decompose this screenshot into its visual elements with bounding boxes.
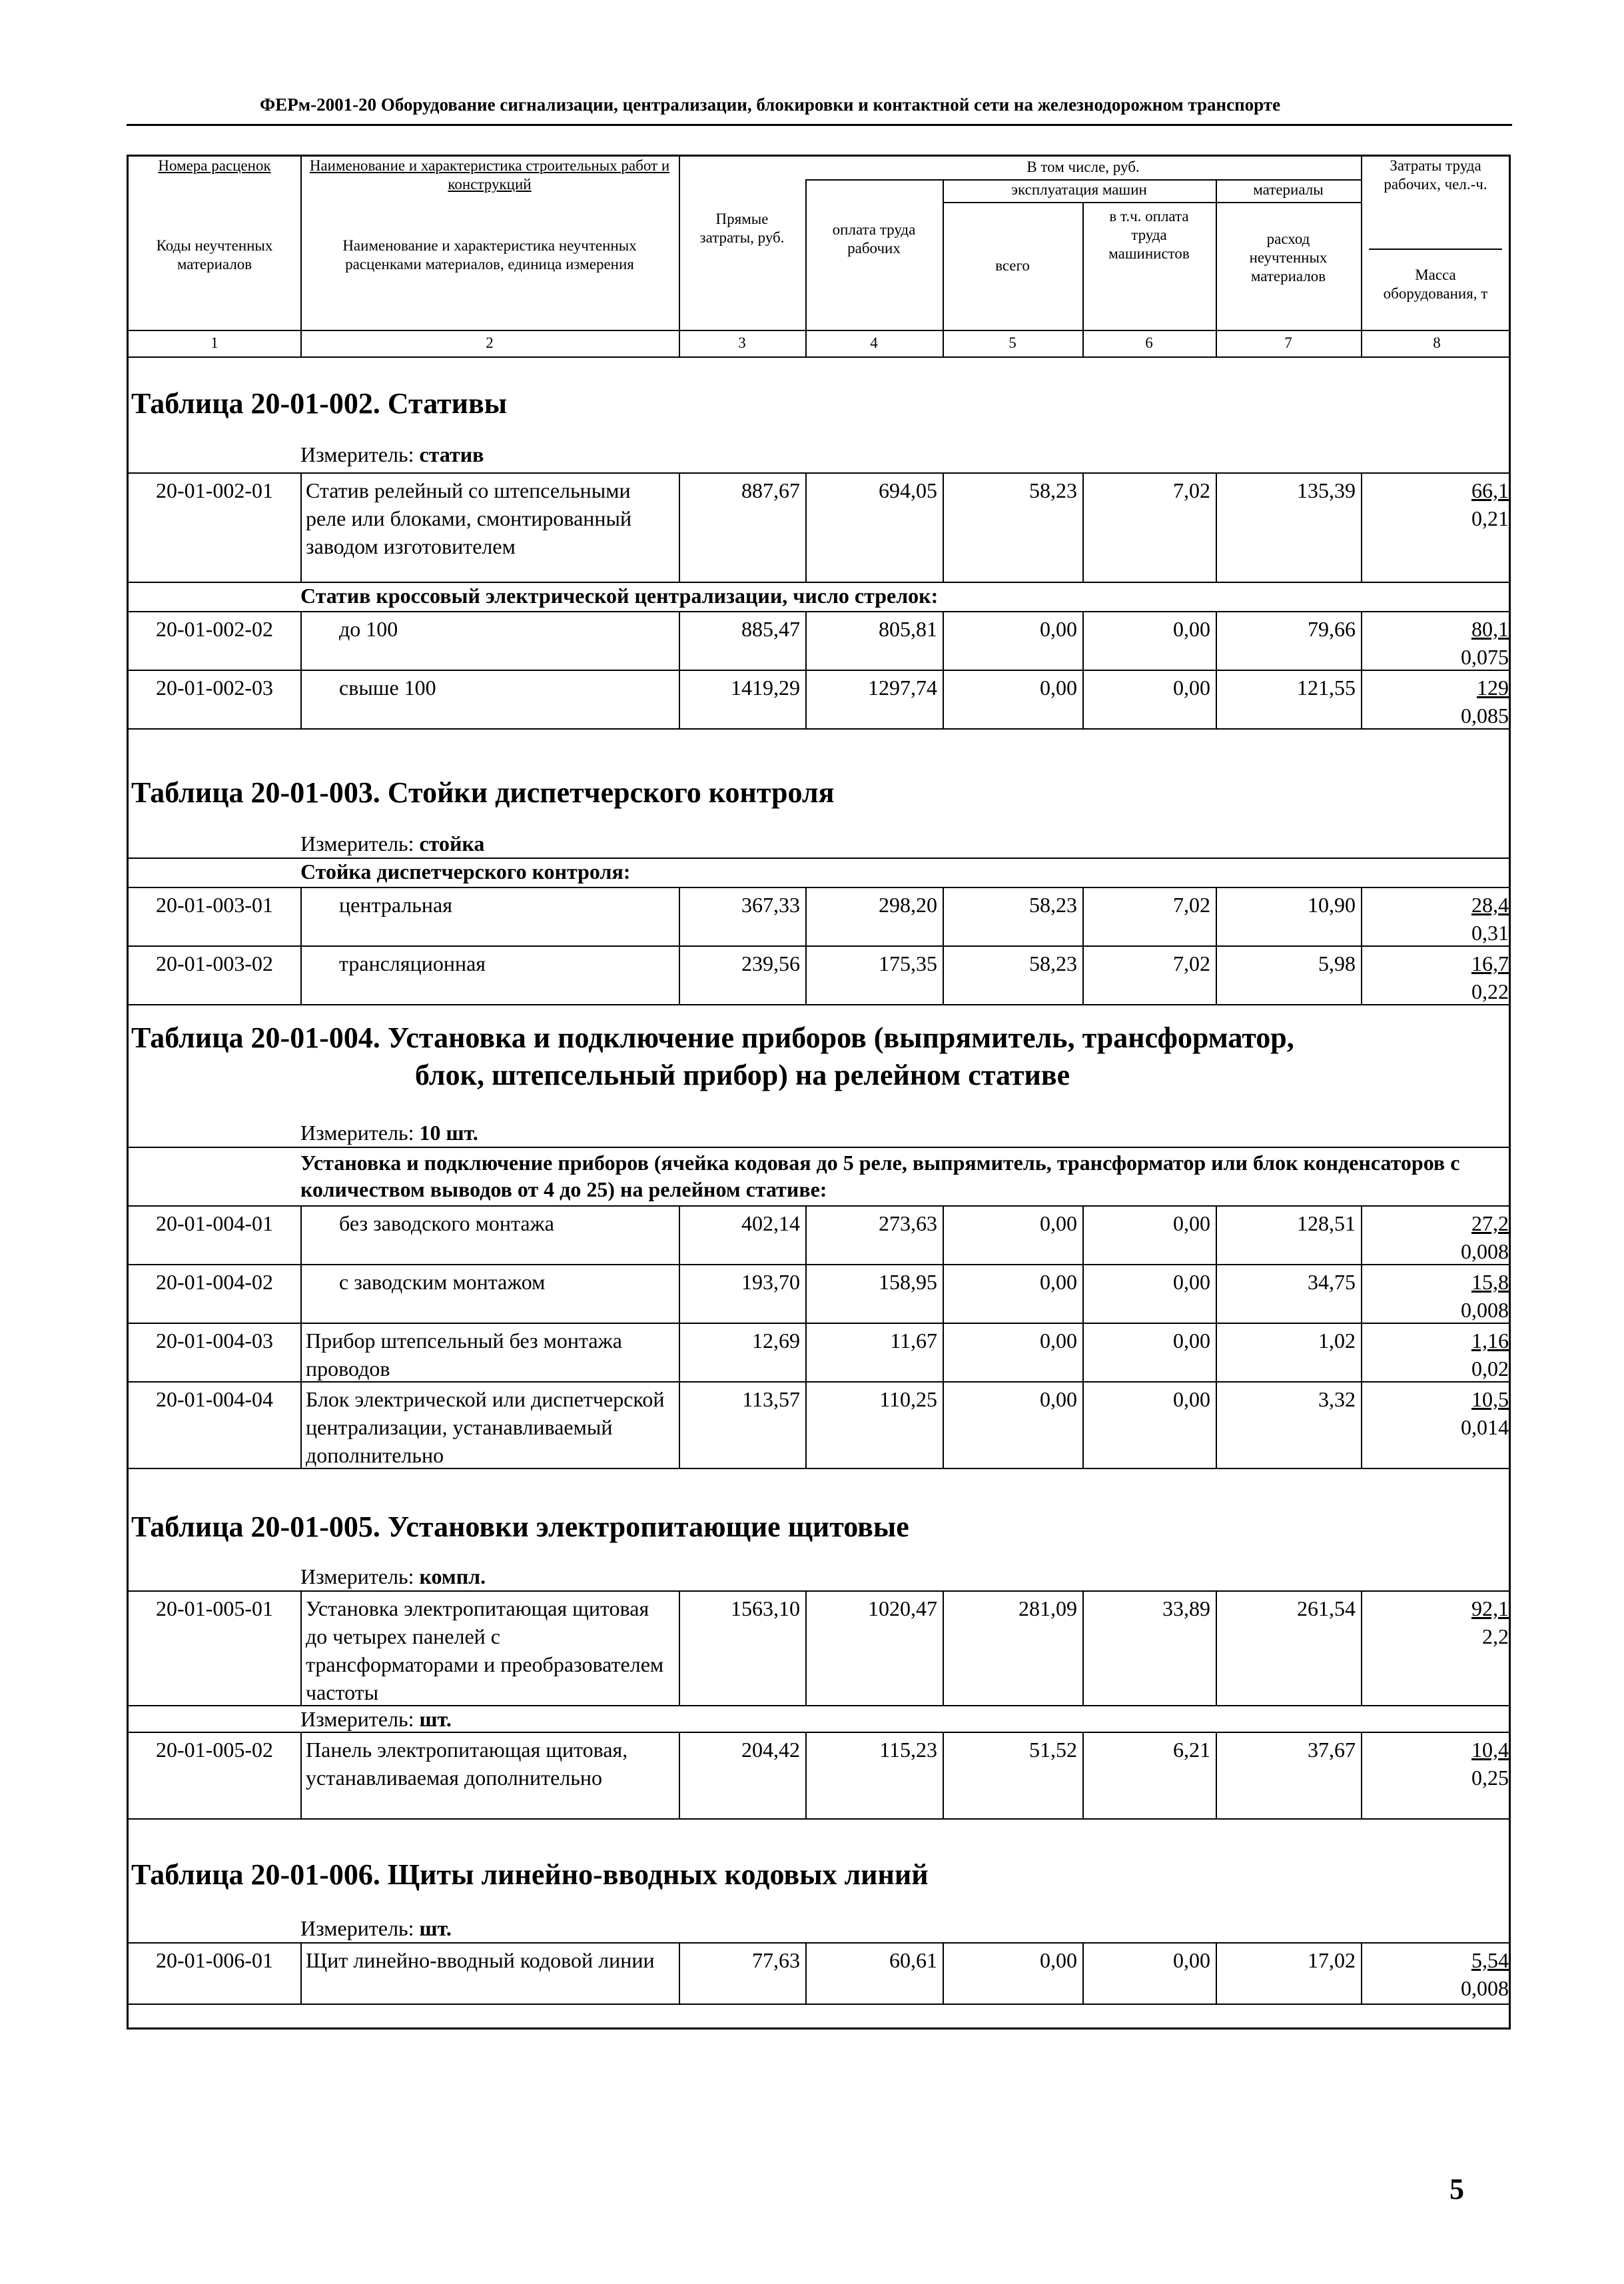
col-number: 5 <box>1009 334 1016 351</box>
col4-header: оплата труда рабочих <box>832 221 916 257</box>
machines-total: 0,00 <box>943 1324 1082 1381</box>
table-title-line2: блок, штепсельный прибор) на релейном стативе <box>415 1059 1070 1091</box>
equipment-mass: 0,008 <box>1461 1976 1509 2000</box>
rate-name: до 100 <box>300 612 679 670</box>
machines-header: эксплуатация машин <box>1011 181 1147 198</box>
in-total-header: В том числе, руб. <box>1026 159 1140 175</box>
drivers-wages: 7,02 <box>1082 947 1216 1004</box>
subhead-row <box>129 857 1509 887</box>
labor-cost: 66,1 <box>1471 478 1509 502</box>
rate-code: 20-01-004-01 <box>156 1211 273 1235</box>
machines-total: 58,23 <box>943 474 1082 582</box>
rate-name: без заводского монтажа <box>300 1207 679 1264</box>
wages: 115,23 <box>805 1733 943 1818</box>
wages: 60,61 <box>805 1944 943 2003</box>
direct-cost: 113,57 <box>679 1383 805 1468</box>
drivers-wages: 6,21 <box>1082 1733 1216 1818</box>
direct-cost: 402,14 <box>679 1207 805 1264</box>
col8-bottom: Масса оборудования, т <box>1383 267 1488 302</box>
table-title: Таблица 20-01-005. Установки электропитающие щитовые <box>131 1510 909 1543</box>
machines-total: 58,23 <box>943 888 1082 945</box>
table-title: Таблица 20-01-004. Установка и подключение приборов (выпрямитель, трансформатор, <box>131 1021 1294 1054</box>
materials: 34,75 <box>1216 1265 1361 1323</box>
direct-cost: 367,33 <box>679 888 805 945</box>
rate-code: 20-01-002-02 <box>156 617 273 641</box>
wages: 110,25 <box>805 1383 943 1468</box>
rate-name: Блок электрической или диспетчерской централизации, устанавливаемый дополнительно <box>300 1383 679 1468</box>
rate-code: 20-01-003-02 <box>156 951 273 975</box>
equipment-mass: 0,008 <box>1461 1298 1509 1322</box>
drivers-wages: 0,00 <box>1082 1383 1216 1468</box>
direct-cost: 887,67 <box>679 474 805 582</box>
rate-name: Панель электропитающая щитовая, устанавливаемая дополнительно <box>300 1733 679 1818</box>
equipment-mass: 2,2 <box>1482 1624 1509 1648</box>
machines-total: 0,00 <box>943 671 1082 728</box>
table-row <box>129 1264 1509 1323</box>
rate-name: с заводским монтажом <box>300 1265 679 1323</box>
rate-name: Прибор штепсельный без монтажа проводов <box>300 1324 679 1381</box>
col2-bottom: Наименование и характеристика неучтенных расценками материалов, единица измерения <box>342 237 637 273</box>
machines-total: 281,09 <box>943 1592 1082 1705</box>
rate-code: 20-01-006-01 <box>156 1948 273 1972</box>
machines-total: 0,00 <box>943 1265 1082 1323</box>
unit-line: Измеритель: статив <box>300 442 484 466</box>
labor-and-mass <box>1361 671 1513 728</box>
equipment-mass: 0,014 <box>1461 1415 1509 1439</box>
unit-line: Измеритель: 10 шт. <box>300 1121 478 1145</box>
wages: 694,05 <box>805 474 943 582</box>
subhead-row <box>129 1147 1509 1205</box>
rates-sheet <box>127 155 1511 2029</box>
rate-name: свыше 100 <box>300 671 679 728</box>
labor-and-mass <box>1361 947 1513 1004</box>
labor-and-mass <box>1361 612 1513 670</box>
wages: 175,35 <box>805 947 943 1004</box>
materials: 17,02 <box>1216 1944 1361 2003</box>
table-row <box>129 611 1509 670</box>
col-number: 1 <box>210 334 218 351</box>
rate-name: Щит линейно-вводный кодовой линии <box>300 1944 679 2003</box>
col-number: 7 <box>1284 334 1292 351</box>
rate-name: центральная <box>300 888 679 945</box>
col-number: 6 <box>1145 334 1153 351</box>
labor-and-mass <box>1361 1324 1513 1381</box>
rate-name: Установка электропитающая щитовая до четырех панелей с трансформаторами и преобразователем частоты <box>300 1592 679 1705</box>
labor-and-mass <box>1361 1265 1513 1323</box>
materials: 128,51 <box>1216 1207 1361 1264</box>
labor-cost: 92,1 <box>1471 1596 1509 1620</box>
wages: 11,67 <box>805 1324 943 1381</box>
wages: 158,95 <box>805 1265 943 1323</box>
col-number: 2 <box>486 334 494 351</box>
machines-total: 0,00 <box>943 612 1082 670</box>
wages: 298,20 <box>805 888 943 945</box>
direct-cost: 885,47 <box>679 612 805 670</box>
drivers-wages: 0,00 <box>1082 612 1216 670</box>
equipment-mass: 0,31 <box>1471 921 1509 945</box>
labor-and-mass <box>1361 474 1513 582</box>
drivers-wages: 33,89 <box>1082 1592 1216 1705</box>
drivers-wages: 0,00 <box>1082 1265 1216 1323</box>
equipment-mass: 0,22 <box>1471 979 1509 1003</box>
table-row <box>129 670 1509 728</box>
subhead: Установка и подключение приборов (ячейка кодовая до 5 реле, выпрямитель, трансформатор или блок конденсаторов с количеством выводов от 4 до 25) на релейном стативе: <box>300 1151 1460 1201</box>
labor-cost: 10,5 <box>1471 1387 1509 1411</box>
direct-cost: 12,69 <box>679 1324 805 1381</box>
column-header <box>129 157 1509 356</box>
rate-code: 20-01-005-02 <box>156 1738 273 1762</box>
labor-cost: 15,8 <box>1471 1270 1509 1294</box>
unit-line: Измеритель: шт. <box>300 1707 452 1731</box>
materials: 261,54 <box>1216 1592 1361 1705</box>
drivers-wages: 0,00 <box>1082 1324 1216 1381</box>
materials-header: материалы <box>1253 181 1324 198</box>
rate-code: 20-01-002-01 <box>156 478 273 502</box>
labor-cost: 16,7 <box>1471 951 1509 975</box>
table-row <box>129 472 1509 582</box>
materials: 1,02 <box>1216 1324 1361 1381</box>
drivers-wages: 7,02 <box>1082 474 1216 582</box>
rate-name: трансляционная <box>300 947 679 1004</box>
col6-header: в т.ч. оплата труда машинистов <box>1108 208 1190 262</box>
materials: 5,98 <box>1216 947 1361 1004</box>
machines-total: 58,23 <box>943 947 1082 1004</box>
col1-bottom: Коды неучтенных материалов <box>156 237 273 273</box>
direct-cost: 77,63 <box>679 1944 805 2003</box>
equipment-mass: 0,25 <box>1471 1766 1509 1790</box>
rate-code: 20-01-004-04 <box>156 1387 273 1411</box>
machines-total: 0,00 <box>943 1383 1082 1468</box>
labor-and-mass <box>1361 1383 1513 1468</box>
rate-code: 20-01-004-02 <box>156 1270 273 1294</box>
direct-cost: 193,70 <box>679 1265 805 1323</box>
rate-name: Статив релейный со штепсельными реле или блоками, смонтированный заводом изготовителем <box>300 474 679 582</box>
col-number: 3 <box>738 334 746 351</box>
equipment-mass: 0,085 <box>1461 704 1509 728</box>
rate-code: 20-01-005-01 <box>156 1596 273 1620</box>
table-title: Таблица 20-01-003. Стойки диспетчерского контроля <box>131 776 835 809</box>
labor-cost: 28,4 <box>1471 893 1509 917</box>
labor-and-mass <box>1361 1592 1513 1705</box>
labor-and-mass <box>1361 1733 1513 1818</box>
labor-cost: 5,54 <box>1471 1948 1509 1972</box>
table-row <box>129 945 1509 1004</box>
col-number: 4 <box>870 334 878 351</box>
col8-top: Затраты труда рабочих, чел.-ч. <box>1384 157 1487 193</box>
table-row <box>129 1590 1509 1705</box>
table-row <box>129 1942 1509 2005</box>
wages: 273,63 <box>805 1207 943 1264</box>
machines-total: 51,52 <box>943 1733 1082 1818</box>
materials: 37,67 <box>1216 1733 1361 1818</box>
col3-header: Прямые затраты, руб. <box>699 211 785 246</box>
unit-line: Измеритель: шт. <box>300 1916 452 1940</box>
materials: 121,55 <box>1216 671 1361 728</box>
labor-cost: 27,2 <box>1471 1211 1509 1235</box>
direct-cost: 1419,29 <box>679 671 805 728</box>
equipment-mass: 0,075 <box>1461 645 1509 669</box>
labor-and-mass <box>1361 1207 1513 1264</box>
wages: 805,81 <box>805 612 943 670</box>
table-title: Таблица 20-01-002. Стативы <box>131 387 508 420</box>
col-number: 8 <box>1433 334 1441 351</box>
col1-top: Номера расценок <box>158 157 271 174</box>
labor-and-mass <box>1361 888 1513 945</box>
materials: 79,66 <box>1216 612 1361 670</box>
machines-total: 0,00 <box>943 1207 1082 1264</box>
machines-total: 0,00 <box>943 1944 1082 2003</box>
equipment-mass: 0,008 <box>1461 1239 1509 1263</box>
drivers-wages: 0,00 <box>1082 1944 1216 2003</box>
page-number: 5 <box>1449 2173 1464 2205</box>
materials: 135,39 <box>1216 474 1361 582</box>
unit-line: Измеритель: компл. <box>300 1564 486 1588</box>
materials: 10,90 <box>1216 888 1361 945</box>
subhead: Стойка диспетчерского контроля: <box>300 859 631 883</box>
col2-top: Наименование и характеристика строительных работ и конструкций <box>309 157 670 193</box>
labor-cost: 1,16 <box>1471 1329 1509 1353</box>
materials: 3,32 <box>1216 1383 1361 1468</box>
direct-cost: 239,56 <box>679 947 805 1004</box>
col7-header: расход неучтенных материалов <box>1249 231 1328 285</box>
subhead: Статив кроссовый электрической централизации, число стрелок: <box>300 584 939 608</box>
subhead-row <box>129 582 1509 611</box>
table-row <box>129 1323 1509 1381</box>
unit-line: Измеритель: стойка <box>300 832 485 856</box>
rate-code: 20-01-004-03 <box>156 1329 273 1353</box>
header-rule <box>127 124 1512 126</box>
labor-cost: 129 <box>1477 676 1509 700</box>
table-row <box>129 887 1509 945</box>
running-head: ФЕРм-2001-20 Оборудование сигнализации, централизации, блокировки и контактной сети на железнодорожном транспорте <box>260 95 1281 115</box>
table-row <box>129 1205 1509 1264</box>
table-row <box>129 1381 1509 1468</box>
table-row <box>129 1732 1509 1818</box>
wages: 1020,47 <box>805 1592 943 1705</box>
unit-row <box>129 1705 1509 1732</box>
rate-code: 20-01-003-01 <box>156 893 273 917</box>
rate-code: 20-01-002-03 <box>156 676 273 700</box>
equipment-mass: 0,21 <box>1471 506 1509 530</box>
col5-header: всего <box>995 257 1030 274</box>
labor-cost: 80,1 <box>1471 617 1509 641</box>
drivers-wages: 7,02 <box>1082 888 1216 945</box>
drivers-wages: 0,00 <box>1082 671 1216 728</box>
drivers-wages: 0,00 <box>1082 1207 1216 1264</box>
labor-cost: 10,4 <box>1471 1738 1509 1762</box>
wages: 1297,74 <box>805 671 943 728</box>
equipment-mass: 0,02 <box>1471 1357 1509 1381</box>
direct-cost: 1563,10 <box>679 1592 805 1705</box>
table-title: Таблица 20-01-006. Щиты линейно-вводных кодовых линий <box>131 1858 929 1891</box>
labor-and-mass <box>1361 1944 1513 2003</box>
direct-cost: 204,42 <box>679 1733 805 1818</box>
